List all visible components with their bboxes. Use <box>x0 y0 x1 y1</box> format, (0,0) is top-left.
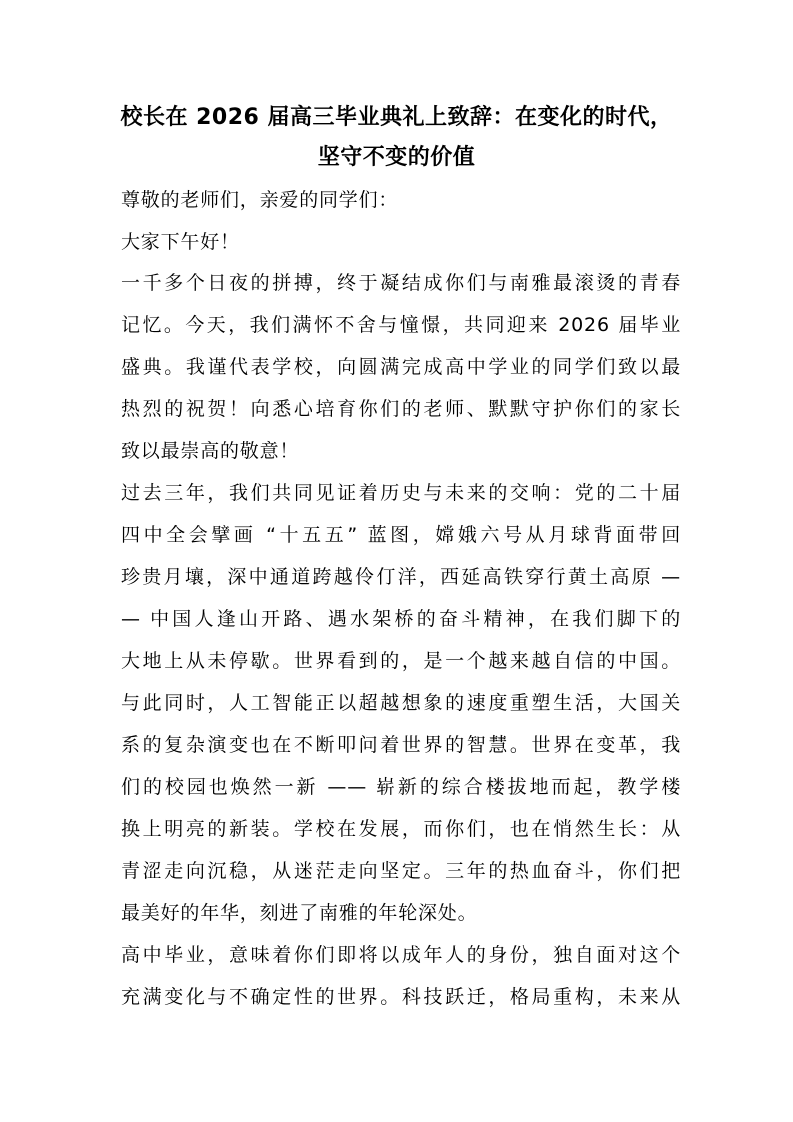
body-text-line: 大地上从未停歇。世界看到的，是一个越来越自信的中国。 <box>121 650 681 672</box>
body-text-line: 一千多个日夜的拼搏，终于凝结成你们与南雅最滚烫的青春 <box>121 272 681 294</box>
body-text-line: 与此同时，人工智能正以超越想象的速度重塑生活，大国关 <box>121 692 681 714</box>
body-text-line: 过去三年，我们共同见证着历史与未来的交响：党的二十届 <box>121 482 681 504</box>
body-text-line: 换上明亮的新装。学校在发展，而你们，也在悄然生长：从 <box>121 818 681 840</box>
body-text-line: 记忆。今天，我们满怀不舍与憧憬，共同迎来 2026 届毕业 <box>121 314 681 336</box>
salutation-line: 尊敬的老师们，亲爱的同学们： <box>121 189 399 211</box>
body-text-line: 致以最崇高的敬意！ <box>121 440 300 462</box>
body-text-line: — 中国人逢山开路、遇水架桥的奋斗精神，在我们脚下的 <box>121 608 681 630</box>
body-text-line: 盛典。我谨代表学校，向圆满完成高中学业的同学们致以最 <box>121 356 681 378</box>
body-text-line: 最美好的年华，刻进了南雅的年轮深处。 <box>121 902 478 924</box>
body-text-line: 青涩走向沉稳，从迷茫走向坚定。三年的热血奋斗，你们把 <box>121 860 681 882</box>
body-text-line: 高中毕业，意味着你们即将以成年人的身份，独自面对这个 <box>121 944 681 966</box>
greeting-line: 大家下午好！ <box>121 231 240 253</box>
body-text-line: 们的校园也焕然一新 —— 崭新的综合楼拔地而起，教学楼 <box>121 776 681 798</box>
document-title-line-2: 坚守不变的价值 <box>317 145 476 170</box>
body-text-line: 珍贵月壤，深中通道跨越伶仃洋，西延高铁穿行黄土高原 — <box>121 566 681 588</box>
body-text-line: 热烈的祝贺！向悉心培育你们的老师、默默守护你们的家长 <box>121 398 681 420</box>
document-title-line-1: 校长在 2026 届高三毕业典礼上致辞：在变化的时代， <box>120 105 673 130</box>
body-text-line: 系的复杂演变也在不断叩问着世界的智慧。世界在变革，我 <box>121 734 681 756</box>
body-text-line: 充满变化与不确定性的世界。科技跃迁，格局重构，未来从 <box>121 986 681 1008</box>
body-text-line: 四中全会擘画 “十五五” 蓝图，嫦娥六号从月球背面带回 <box>121 524 681 546</box>
